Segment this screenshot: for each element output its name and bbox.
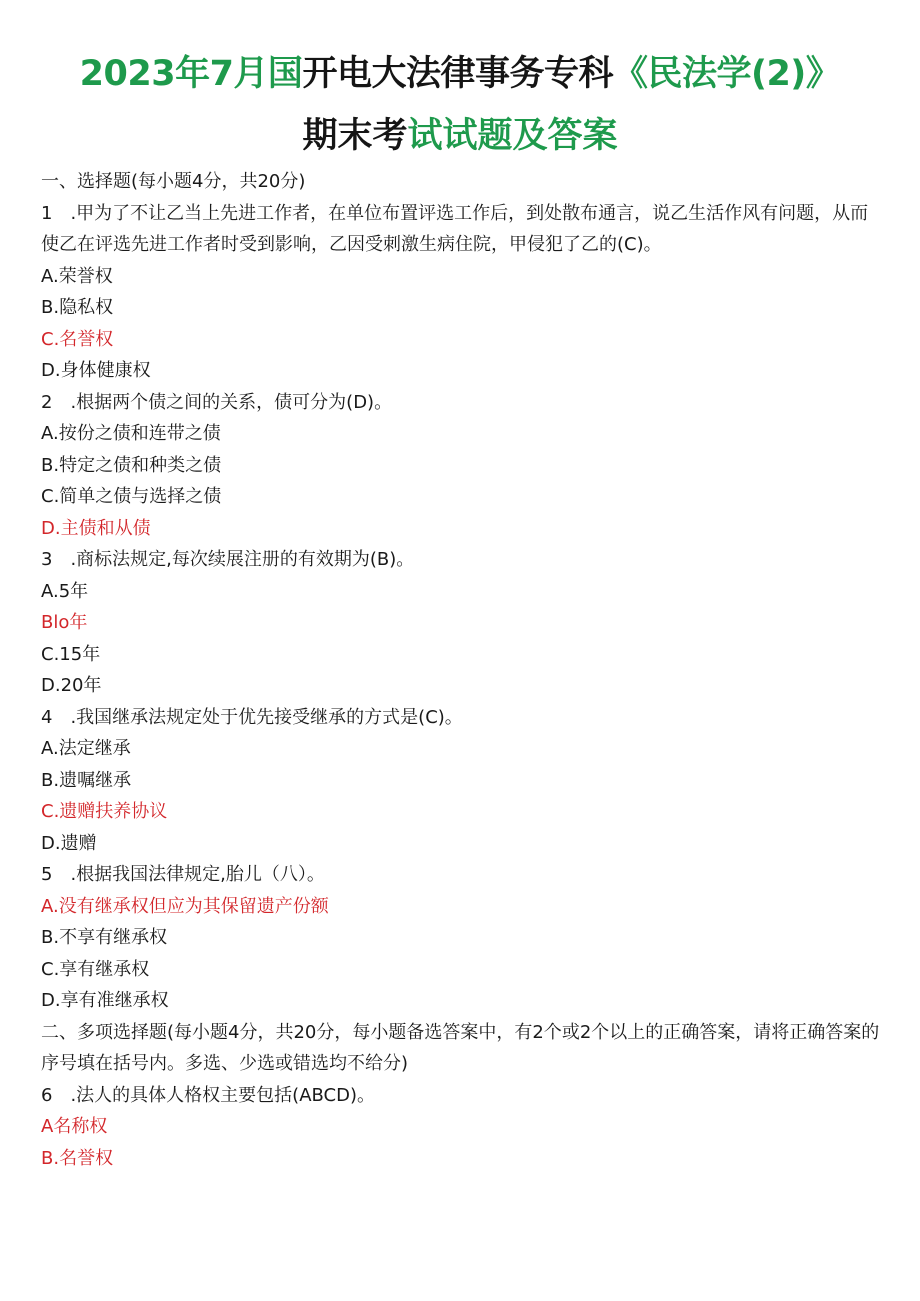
question-4-stem: 4 .我国继承法规定处于优先接受继承的方式是(C)。 xyxy=(41,706,463,728)
question-3-option-d: D.20年 xyxy=(41,675,102,696)
question-3-stem: 3 .商标法规定,每次续展注册的有效期为(B)。 xyxy=(41,549,415,570)
question-4-option-c-answer: C.遗赠扶养协议 xyxy=(41,801,168,822)
question-5-option-d: D.享有准继承权 xyxy=(41,990,169,1011)
question-2-option-b: B.特定之债和种类之债 xyxy=(41,454,222,476)
question-1-option-a: A.荣誉权 xyxy=(41,265,113,287)
question-6-option-a-answer: A名称权 xyxy=(41,1116,108,1137)
question-6-stem: 6 .法人的具体人格权主要包括(ABCD)。 xyxy=(41,1084,375,1106)
question-4-option-d: D.遗赠 xyxy=(41,832,97,854)
question-3-option-a: A.5年 xyxy=(41,580,89,602)
question-1-option-c-answer: C.名誉权 xyxy=(41,328,114,350)
question-1-stem: 1 .甲为了不让乙当上先进工作者，在单位布置评选工作后，到处散布通言，说乙生活作风有问题，从而使乙在评选先进工作者时受到影响，乙因受刺激生病住院，甲侵犯了乙的(C)。 xyxy=(41,202,869,255)
question-1-option-d: D.身体健康权 xyxy=(41,360,151,381)
section-heading-single-choice: 一、选择题(每小题4分，共20分) xyxy=(41,171,306,192)
title-course-segment: 《民法学(2)》 xyxy=(612,54,841,94)
question-1-option-b: B.隐私权 xyxy=(41,297,114,318)
question-6-option-b-answer: B.名誉权 xyxy=(41,1147,114,1169)
question-3-option-b-answer: Blo年 xyxy=(41,612,88,633)
document-title-line-2 xyxy=(0,110,920,162)
question-4-option-b: B.遗嘱继承 xyxy=(41,769,132,791)
section-heading-multiple-choice: 二、多项选择题(每小题4分，共20分，每小题备选答案中，有2个或2个以上的正确答案，请将正确答案的序号填在括号内。多选、少选或错选均不给分) xyxy=(41,1021,880,1074)
question-2-stem: 2 .根据两个债之间的关系，债可分为(D)。 xyxy=(41,391,393,413)
document-title-line-1 xyxy=(0,48,920,100)
question-2-option-d-answer: D.主债和从债 xyxy=(41,517,151,539)
question-2-option-a: A.按份之债和连带之债 xyxy=(41,423,221,444)
question-5-stem: 5 .根据我国法律规定,胎儿（八）。 xyxy=(41,864,325,885)
question-3-option-c: C.15年 xyxy=(41,643,101,665)
question-4-option-a: A.法定继承 xyxy=(41,738,131,759)
question-2-option-c: C.简单之债与选择之债 xyxy=(41,486,222,507)
document-body xyxy=(41,166,881,1174)
title-date-segment: 2023年7月国 xyxy=(79,54,303,94)
title-exam-segment: 期末考 xyxy=(302,116,408,156)
title-answers-segment: 试试题及答案 xyxy=(407,116,618,156)
question-5-option-a-answer: A.没有继承权但应为其保留遗产份额 xyxy=(41,895,329,917)
question-5-option-c: C.享有继承权 xyxy=(41,958,150,980)
question-5-option-b: B.不享有继承权 xyxy=(41,927,168,948)
title-school-segment: 开电大法律事务专科 xyxy=(302,54,613,94)
